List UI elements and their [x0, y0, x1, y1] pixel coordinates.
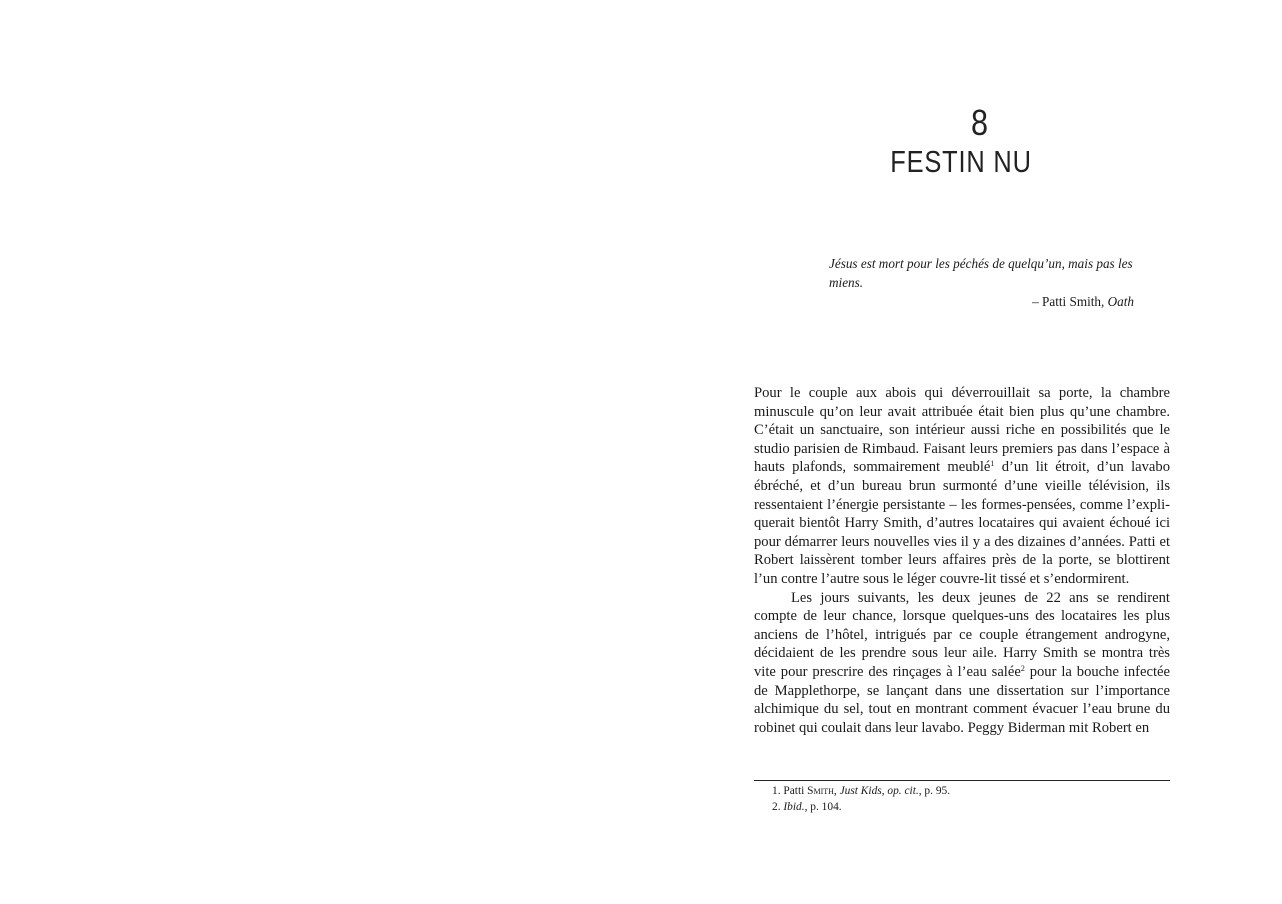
- footnote-1-work: Just Kids: [839, 785, 882, 797]
- epigraph-attribution: [829, 292, 1134, 311]
- footnote-1-sep2: ,: [881, 785, 888, 797]
- footnote-2: [772, 800, 1170, 816]
- epigraph-author: – Patti Smith,: [1032, 294, 1108, 309]
- epigraph-quote: Jésus est mort pour les péchés de quelqu’un, mais pas les miens.: [829, 256, 1133, 290]
- footnote-2-ref: Ibid.: [783, 800, 805, 813]
- right-page: [641, 0, 1282, 904]
- body-text: [754, 384, 1170, 737]
- paragraph-1-text-a: Pour le couple aux abois qui déverrouillait sa porte, la chambre minuscule qu’on leur avait attribuée était bien plus qu’une chambre. C’était un sanctuaire, son intérieur aussi riche en possibilités que le studio parisien de Rimbaud. Faisant leurs premiers pas dans l’espace à hauts plafonds, sommairement meublé: [754, 385, 1170, 476]
- footnote-1: [772, 784, 1170, 800]
- footnotes: [772, 784, 1170, 815]
- footnote-ref-1: 1: [990, 459, 995, 469]
- footnote-1-sep: ,: [833, 785, 840, 797]
- footnote-1-page: , p. 95.: [918, 785, 951, 797]
- footnote-1-author-last: Smith: [807, 785, 834, 797]
- paragraph-1: [754, 384, 1170, 589]
- footnote-1-number: 1.: [772, 785, 784, 797]
- footnote-2-number: 2.: [772, 800, 784, 813]
- paragraph-1-text-b: d’un lit étroit, d’un lavabo ébréché, et d’un bureau brun surmonté d’une vieille télévision, ils ressentaient l’énergie persistante – les formes-pensées, comme l’expliquerait bientôt Harry Smith, d’autres locataires qui avaient échoué ici pour démarrer leurs nouvelles vies il y a des dizaines d’années. Patti et Robert laissèrent tomber leurs affaires près de la porte, se blottirent l’un contre l’autre sous le léger couvre-lit tissé et s’endormirent.: [754, 459, 1170, 587]
- chapter-number: 8: [971, 102, 989, 143]
- paragraph-2: [754, 589, 1170, 738]
- footnote-divider: [754, 780, 1170, 781]
- chapter-title: FESTIN NU: [890, 144, 1032, 179]
- epigraph-work: Oath: [1107, 294, 1134, 309]
- footnote-2-page: , p. 104.: [804, 800, 842, 813]
- footnote-ref-2: 2: [1020, 663, 1025, 673]
- paragraph-2-text-b: pour la bouche infectée de Mapplethorpe, se lançant dans une dissertation sur l’importance alchimique du sel, tout en montrant comment évacuer l’eau brune du robinet qui coulait dans leur lavabo. Peggy Biderman mit Robert en: [754, 663, 1170, 736]
- paragraph-2-text-a: Les jours suivants, les deux jeunes de 22 ans se rendirent compte de leur chance, lorsque quelques-uns des locataires les plus anciens de l’hôtel, intrigués par ce couple étrangement androgyne, décidaient de les prendre sous leur aile. Harry Smith se montra très vite pour prescrire des rinçages à l’eau salée: [754, 589, 1170, 680]
- epigraph: [829, 254, 1134, 311]
- footnote-1-author-first: Patti: [783, 785, 808, 797]
- footnote-1-ref: op. cit.: [887, 785, 919, 797]
